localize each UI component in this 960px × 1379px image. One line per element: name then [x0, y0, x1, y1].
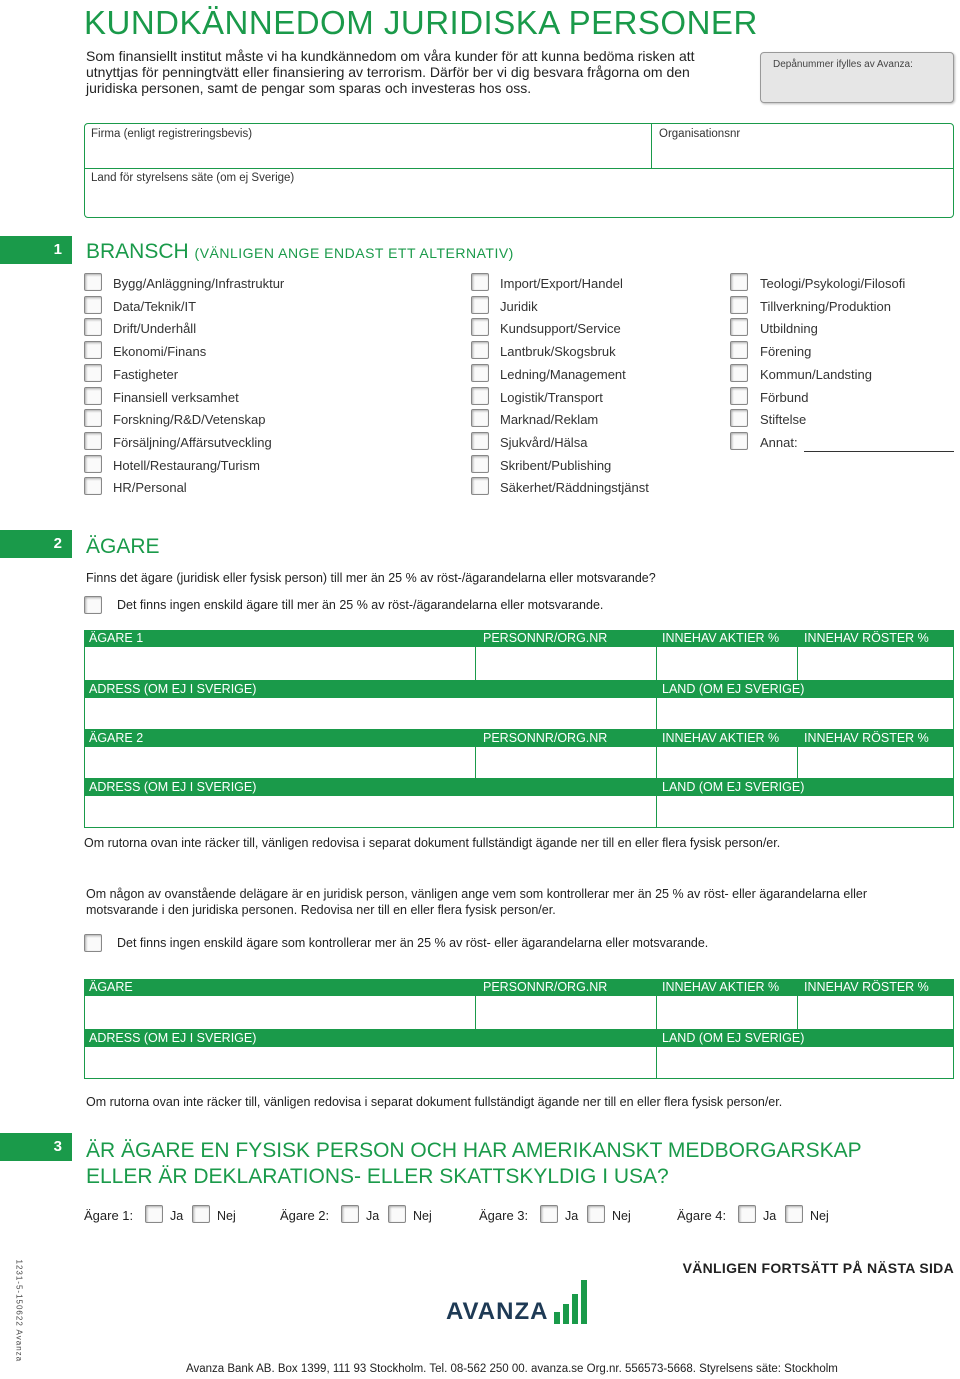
- usa-nej-label: Nej: [612, 1209, 631, 1223]
- avanza-logo: [446, 1278, 596, 1326]
- bransch-checkbox[interactable]: [471, 341, 489, 359]
- usa-heading-line1: ÄR ÄGARE EN FYSISK PERSON OCH HAR AMERIKANSKT MEDBORGARSKAP: [86, 1139, 862, 1162]
- bransch-checkbox[interactable]: [84, 318, 102, 336]
- usa-ja-checkbox[interactable]: [738, 1205, 756, 1223]
- firma-field[interactable]: [85, 124, 651, 168]
- usa-nej-label: Nej: [413, 1209, 432, 1223]
- owner3-label: ÄGARE: [89, 980, 133, 994]
- personnr-header: PERSONNR/ORG.NR: [483, 631, 608, 645]
- bransch-checkbox[interactable]: [84, 273, 102, 291]
- bransch-option-label: Försäljning/Affärsutveckling: [113, 434, 272, 450]
- bransch-option-label: Ledning/Management: [500, 366, 626, 382]
- bransch-option-label: HR/Personal: [113, 480, 187, 496]
- usa-nej-label: Nej: [217, 1209, 236, 1223]
- bransch-checkbox[interactable]: [84, 477, 102, 495]
- bransch-option-label: Kommun/Landsting: [760, 366, 873, 382]
- land-label: Land för styrelsens säte (om ej Sverige): [91, 172, 295, 184]
- section-heading-bransch: [86, 240, 514, 264]
- adress-header: ADRESS (OM EJ I SVERIGE): [89, 1031, 257, 1045]
- bransch-checkbox[interactable]: [471, 273, 489, 291]
- owner1-address-header: [84, 681, 954, 698]
- firma-label: Firma (enligt registreringsbevis): [91, 128, 253, 140]
- bransch-option-label: Lantbruk/Skogsbruk: [500, 344, 616, 360]
- personnr-header: PERSONNR/ORG.NR: [483, 731, 608, 745]
- bransch-option-label: Sjukvård/Hälsa: [500, 434, 588, 450]
- bransch-option-label: Annat:: [760, 434, 798, 450]
- land-header: LAND (OM EJ SVERIGE): [662, 682, 805, 696]
- bransch-option-label: Förening: [760, 344, 812, 360]
- usa-nej-label: Nej: [810, 1209, 829, 1223]
- bransch-option-label: Juridik: [500, 298, 538, 314]
- bransch-checkbox[interactable]: [471, 455, 489, 473]
- bransch-option-label: Stiftelse: [760, 412, 807, 428]
- bransch-checkbox[interactable]: [471, 296, 489, 314]
- no-owner-label: Det finns ingen enskild ägare till mer än 25 % av röst-/ägarandelarna eller motsvarande.: [117, 598, 604, 612]
- section-number-1: 1: [0, 236, 72, 264]
- owner1-header: [84, 630, 954, 647]
- roster-header: INNEHAV RÖSTER %: [804, 980, 929, 994]
- bransch-checkbox[interactable]: [730, 432, 748, 450]
- usa-nej-checkbox[interactable]: [192, 1205, 210, 1223]
- bransch-checkbox[interactable]: [84, 296, 102, 314]
- roster-header: INNEHAV RÖSTER %: [804, 731, 929, 745]
- bransch-option-label: Data/Teknik/IT: [113, 298, 197, 314]
- owner3-address-header: [84, 1030, 954, 1047]
- bransch-option-label: Forskning/R&D/Vetenskap: [113, 412, 266, 428]
- owner2-address-row[interactable]: [84, 796, 954, 828]
- bransch-checkbox[interactable]: [84, 387, 102, 405]
- section-number-2: 2: [0, 530, 72, 558]
- note-2: Om rutorna ovan inte räcker till, vänligen redovisa i separat dokument fullständigt ägande ner till en eller flera fysisk person/er.: [86, 1095, 783, 1109]
- bransch-title: BRANSCH: [86, 240, 189, 263]
- bransch-option-label: Logistik/Transport: [500, 389, 603, 405]
- bransch-checkbox[interactable]: [730, 341, 748, 359]
- roster-header: INNEHAV RÖSTER %: [804, 631, 929, 645]
- owner1-address-row[interactable]: [84, 698, 954, 730]
- bransch-checkbox[interactable]: [471, 477, 489, 495]
- owner2-row[interactable]: [84, 747, 954, 779]
- usa-owner-label: Ägare 1:: [84, 1208, 134, 1223]
- bransch-option-label: Kundsupport/Service: [500, 321, 621, 337]
- bransch-checkbox[interactable]: [471, 387, 489, 405]
- usa-ja-label: Ja: [763, 1209, 777, 1223]
- bransch-option-label: Bygg/Anläggning/Infrastruktur: [113, 276, 285, 291]
- owner-question: Finns det ägare (juridisk eller fysisk person) till mer än 25 % av röst-/ägarandelarna eller motsvarande?: [86, 571, 656, 585]
- intro-text: Som finansiellt institut måste vi ha kundkännedom om våra kunder för att kunna bedöma risken att utnyttjas för penningtvätt eller finansiering av terrorism. Därför ber vi dig besvara frågorna om den juridiska personen, samt de pengar som sparas och investeras hos oss.: [86, 48, 695, 96]
- no-controller-label: Det finns ingen enskild ägare som kontrollerar mer än 25 % av röst- eller ägarandelarna eller motsvarande.: [117, 936, 709, 950]
- owner3-address-row[interactable]: [84, 1047, 954, 1079]
- bransch-checkbox[interactable]: [84, 341, 102, 359]
- owner3-row[interactable]: [84, 996, 954, 1030]
- bransch-option-label: Utbildning: [760, 321, 818, 337]
- section-number-3: 3: [0, 1133, 72, 1161]
- no-controller-checkbox[interactable]: [84, 934, 102, 952]
- adress-header: ADRESS (OM EJ I SVERIGE): [89, 682, 257, 696]
- no-owner-checkbox[interactable]: [84, 596, 102, 614]
- adress-header: ADRESS (OM EJ I SVERIGE): [89, 780, 257, 794]
- bransch-option-label: Hotell/Restaurang/Turism: [113, 457, 260, 473]
- section-heading-agare: ÄGARE: [86, 535, 160, 558]
- usa-ja-label: Ja: [170, 1209, 184, 1223]
- usa-ja-label: Ja: [565, 1209, 579, 1223]
- usa-nej-checkbox[interactable]: [587, 1205, 605, 1223]
- aktier-header: INNEHAV AKTIER %: [662, 631, 780, 645]
- bransch-option-label: Marknad/Reklam: [500, 412, 599, 428]
- depa-label: Depånummer ifylles av Avanza:: [773, 59, 913, 70]
- bransch-subtitle: (VÄNLIGEN ANGE ENDAST ETT ALTERNATIV): [194, 245, 514, 261]
- bransch-checkbox[interactable]: [84, 409, 102, 427]
- note-1: Om rutorna ovan inte räcker till, vänligen redovisa i separat dokument fullständigt ägande ner till en eller flera fysisk person/er.: [84, 836, 781, 850]
- land-header: LAND (OM EJ SVERIGE): [662, 780, 805, 794]
- owner1-label: ÄGARE 1: [89, 631, 144, 645]
- owner2-label: ÄGARE 2: [89, 731, 144, 745]
- orgnr-field[interactable]: [652, 124, 954, 168]
- personnr-header: PERSONNR/ORG.NR: [483, 980, 608, 994]
- bransch-checkbox[interactable]: [84, 432, 102, 450]
- bransch-option-label: Förbund: [760, 389, 809, 405]
- usa-heading-line2: ELLER ÄR DEKLARATIONS- ELLER SKATTSKYLDIG I USA?: [86, 1165, 669, 1188]
- page-title: KUNDKÄNNEDOM JURIDISKA PERSONER: [84, 4, 758, 41]
- usa-owner-label: Ägare 3:: [479, 1208, 529, 1223]
- bransch-option-label: Drift/Underhåll: [113, 321, 197, 337]
- usa-owner-label: Ägare 4:: [677, 1208, 727, 1223]
- section-heading-usa: [86, 1138, 862, 1190]
- bransch-option-label: Ekonomi/Finans: [113, 344, 207, 360]
- usa-nej-checkbox[interactable]: [388, 1205, 406, 1223]
- usa-nej-checkbox[interactable]: [785, 1205, 803, 1223]
- usa-ja-checkbox[interactable]: [540, 1205, 558, 1223]
- bransch-option-label: Import/Export/Handel: [500, 276, 623, 291]
- bransch-checkbox[interactable]: [471, 409, 489, 427]
- company-info-box: [84, 123, 954, 218]
- bransch-checkbox[interactable]: [730, 387, 748, 405]
- footer-text: Avanza Bank AB. Box 1399, 111 93 Stockholm. Tel. 08-562 250 00. avanza.se Org.nr. 556573-5668. Styrelsens säte: Stockholm: [186, 1363, 838, 1375]
- bransch-option-label: Skribent/Publishing: [500, 457, 612, 473]
- bransch-checkbox[interactable]: [730, 409, 748, 427]
- bransch-option-label: Tillverkning/Produktion: [760, 298, 892, 314]
- usa-ja-label: Ja: [366, 1209, 380, 1223]
- bransch-checkbox[interactable]: [471, 432, 489, 450]
- aktier-header: INNEHAV AKTIER %: [662, 980, 780, 994]
- usa-owner-label: Ägare 2:: [280, 1208, 330, 1223]
- bransch-checkbox[interactable]: [471, 318, 489, 336]
- usa-ja-checkbox[interactable]: [145, 1205, 163, 1223]
- owner2-address-header: [84, 779, 954, 796]
- bransch-checkbox[interactable]: [730, 273, 748, 291]
- usa-ja-checkbox[interactable]: [341, 1205, 359, 1223]
- bransch-option-label: Teologi/Psykologi/Filosofi: [760, 276, 906, 291]
- bransch-checkbox[interactable]: [730, 364, 748, 382]
- bransch-checkbox[interactable]: [730, 318, 748, 336]
- logo-text: AVANZA: [446, 1298, 549, 1325]
- bransch-option-label: Fastigheter: [113, 366, 179, 382]
- bransch-checkbox[interactable]: [730, 296, 748, 314]
- owner1-row[interactable]: [84, 647, 954, 681]
- land-header: LAND (OM EJ SVERIGE): [662, 1031, 805, 1045]
- annat-line[interactable]: [804, 451, 954, 452]
- form-code: 1231-5-150622 Avanza: [14, 1259, 24, 1363]
- orgnr-label: Organisationsnr: [659, 128, 741, 140]
- bransch-option-label: Finansiell verksamhet: [113, 389, 239, 405]
- owner3-header: [84, 979, 954, 996]
- aktier-header: INNEHAV AKTIER %: [662, 731, 780, 745]
- continue-label: VÄNLIGEN FORTSÄTT PÅ NÄSTA SIDA: [682, 1260, 954, 1276]
- bransch-checkbox[interactable]: [84, 455, 102, 473]
- bransch-option-label: Säkerhet/Räddningstjänst: [500, 480, 649, 496]
- depa-number-field[interactable]: [760, 52, 954, 103]
- controller-question: Om någon av ovanstående delägare är en juridisk person, vänligen ange vem som kontrollerar mer än 25 % av röst- eller ägarandelarna eller motsvarande i den juridiska personen. Redovisa ner till en eller flera fysisk person/er.: [86, 887, 867, 917]
- land-field[interactable]: [85, 169, 953, 217]
- owner2-header: [84, 730, 954, 747]
- bransch-checkbox[interactable]: [471, 364, 489, 382]
- bransch-checkbox[interactable]: [84, 364, 102, 382]
